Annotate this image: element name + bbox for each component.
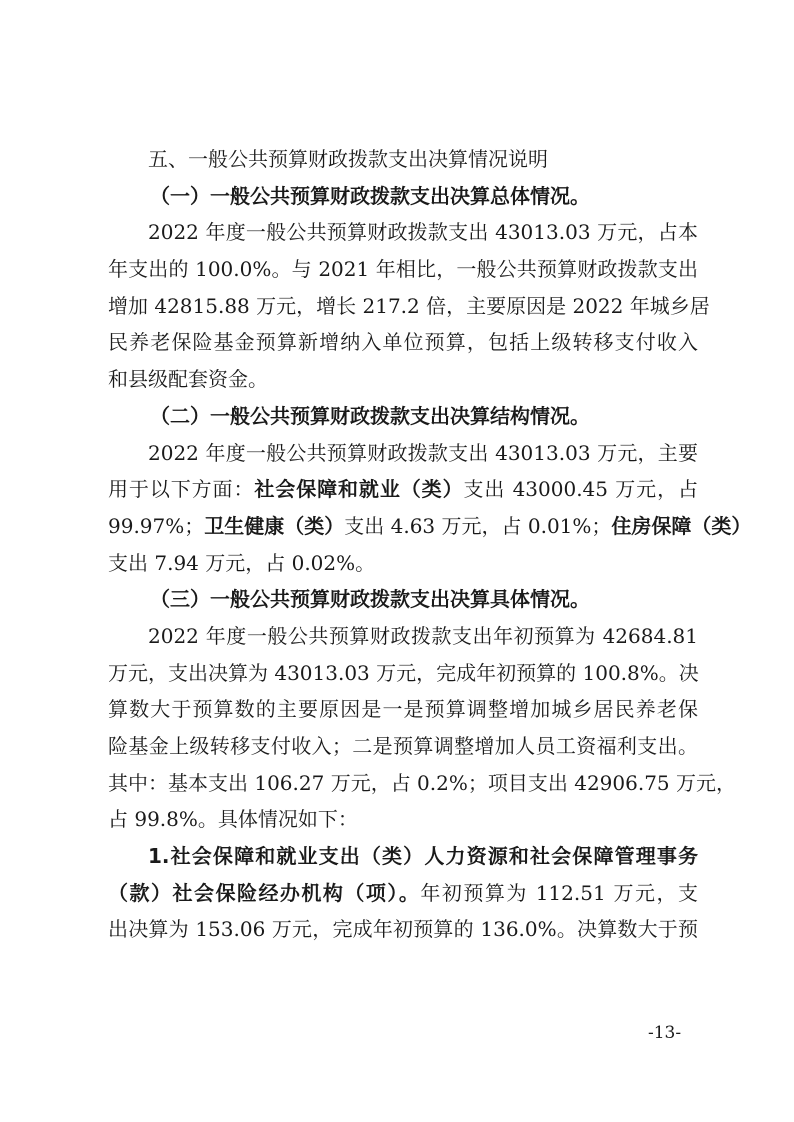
- page-number: -13-: [648, 1023, 682, 1043]
- paragraph-line: 年支出的 100.0%。与 2021 年相比，一般公共预算财政拨款支出: [108, 257, 698, 282]
- paragraph-line: 2022 年度一般公共预算财政拨款支出 43013.03 万元，主要: [148, 440, 698, 465]
- paragraph-line: 支出 7.94 万元，占 0.02%。: [108, 550, 376, 575]
- sub3-heading: （三）一般公共预算财政拨款支出决算具体情况。: [150, 587, 590, 612]
- category-housing: 住房保障（类）: [611, 513, 752, 538]
- text-run: 用于以下方面：: [108, 477, 255, 502]
- category-social-security: 社会保障和就业（类）: [254, 477, 464, 502]
- paragraph-line: 出决算为 153.06 万元，完成年初预算的 136.0%。决算数大于预: [108, 917, 698, 942]
- paragraph-line: 占 99.8%。具体情况如下：: [108, 807, 358, 832]
- item1-heading-tail: （款）社会保险经办机构（项）。: [108, 880, 421, 905]
- paragraph-line: 和县级配套资金。: [108, 367, 268, 392]
- sub2-heading: （二）一般公共预算财政拨款支出决算结构情况。: [150, 403, 590, 428]
- paragraph-line: 算数大于预算数的主要原因是一是预算调整增加城乡居民养老保: [108, 697, 698, 722]
- paragraph-line: 其中：基本支出 106.27 万元，占 0.2%；项目支出 42906.75 万元，: [108, 770, 737, 795]
- paragraph-line: 2022 年度一般公共预算财政拨款支出 43013.03 万元，占本: [148, 220, 698, 245]
- document-page: [108, 141, 752, 948]
- paragraph-line-mixed: [108, 471, 698, 508]
- item1-heading-line: 1.社会保障和就业支出（类）人力资源和社会保障管理事务: [148, 844, 698, 869]
- paragraph-line: 2022 年度一般公共预算财政拨款支出年初预算为 42684.81: [148, 623, 698, 648]
- paragraph-line: 险基金上级转移支付收入；二是预算调整增加人员工资福利支出。: [108, 734, 698, 758]
- paragraph-line-mixed: [108, 875, 698, 912]
- paragraph-line: 增加 42815.88 万元，增长 217.2 倍，主要原因是 2022 年城乡居: [108, 293, 710, 318]
- text-run: 99.97%；: [108, 513, 205, 538]
- text-run: 支出 4.63 万元，占 0.01%；: [344, 513, 612, 538]
- paragraph-line: 万元，支出决算为 43013.03 万元，完成年初预算的 100.8%。决: [108, 660, 699, 685]
- sub1-heading: （一）一般公共预算财政拨款支出决算总体情况。: [150, 183, 590, 208]
- text-run: 年初预算为 112.51 万元，支: [420, 880, 699, 905]
- category-health: 卫生健康（类）: [204, 513, 345, 538]
- paragraph-line-mixed: [108, 508, 752, 545]
- section-title: 五、一般公共预算财政拨款支出决算情况说明: [148, 147, 548, 171]
- text-run: 支出 43000.45 万元，占: [463, 477, 698, 502]
- paragraph-line: 民养老保险基金预算新增纳入单位预算，包括上级转移支付收入: [108, 330, 698, 355]
